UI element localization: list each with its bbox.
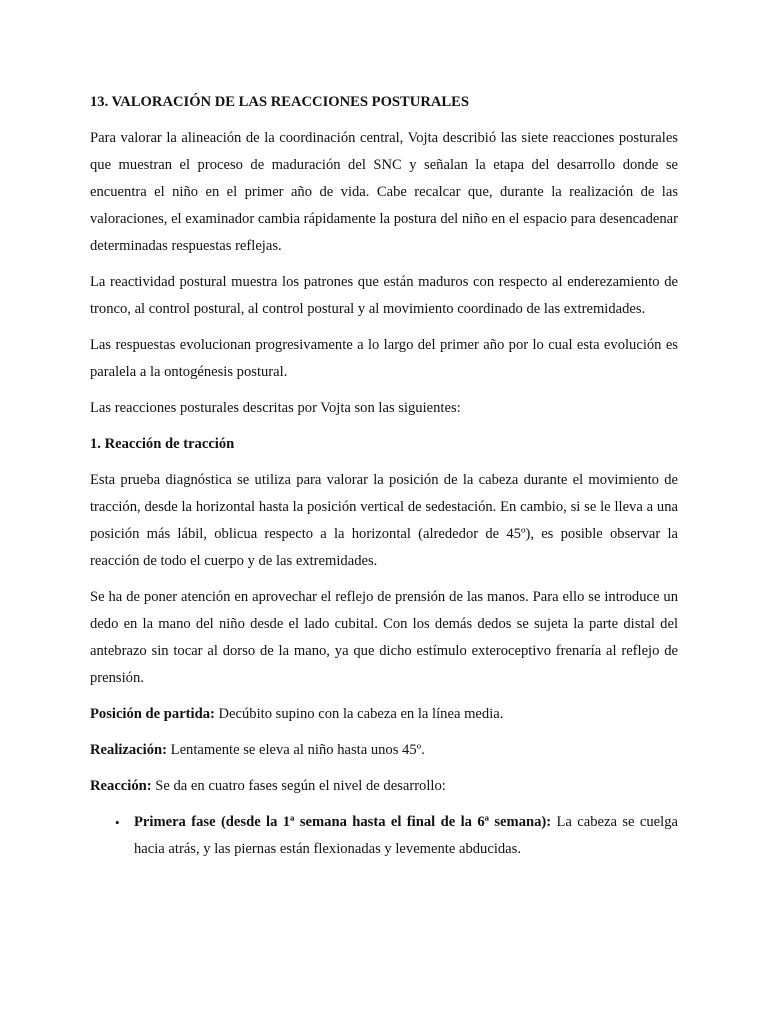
bullet-icon: •	[115, 815, 120, 830]
document-body	[90, 89, 678, 863]
phase-label: Primera fase (desde la 1ª semana hasta el final de la 6ª semana):	[134, 814, 552, 830]
starting-position-text: Decúbito supino con la cabeza en la línea media.	[214, 706, 504, 722]
phase-text: La cabeza se cuelga hacia atrás, y las piernas están flexionadas y levemente abducidas.	[134, 814, 678, 857]
section-title: 13. VALORACIÓN DE LAS REACCIONES POSTURALES	[90, 94, 469, 110]
paragraph-test-description: Esta prueba diagnóstica se utiliza para valorar la posición de la cabeza durante el movimiento de tracción, desde la horizontal hasta la posición vertical de sedestación. En cambio, si se le lleva a una posición más lábil, oblicua respecto a la horizontal (alrededor de 45º), es posible observar la reacción de todo el cuerpo y de las extremidades.	[90, 472, 678, 569]
phase-list	[90, 809, 678, 863]
subsection-title: 1. Reacción de tracción	[90, 436, 235, 452]
starting-position-label: Posición de partida:	[90, 706, 215, 722]
list-item	[90, 809, 678, 863]
paragraph-list-intro: Las reacciones posturales descritas por Vojta son las siguientes:	[90, 400, 461, 416]
execution-text: Lentamente se eleva al niño hasta unos 45º.	[167, 742, 425, 758]
paragraph-reactivity: La reactividad postural muestra los patrones que están maduros con respecto al enderezamiento de tronco, al control postural, al control postural y al movimiento coordinado de las extremidades.	[90, 274, 678, 317]
starting-position	[90, 701, 678, 728]
reaction	[90, 773, 678, 800]
execution-label: Realización:	[90, 742, 168, 758]
paragraph-intro: Para valorar la alineación de la coordinación central, Vojta describió las siete reacciones posturales que muestran el proceso de maduración del SNC y señalan la etapa del desarrollo donde se encuentra el niño en el primer año de vida. Cabe recalcar que, durante la realización de las valoraciones, el examinador cambia rápidamente la postura del niño en el espacio para desencadenar determinadas respuestas reflejas.	[90, 130, 678, 254]
reaction-label: Reacción:	[90, 778, 152, 794]
paragraph-grasp-reflex: Se ha de poner atención en aprovechar el reflejo de prensión de las manos. Para ello se introduce un dedo en la mano del niño desde el lado cubital. Con los demás dedos se sujeta la parte distal del antebrazo sin tocar al dorso de la mano, ya que dicho estímulo exteroceptivo frenaría al reflejo de prensión.	[90, 589, 678, 686]
execution	[90, 737, 678, 764]
reaction-text: Se da en cuatro fases según el nivel de desarrollo:	[151, 778, 446, 794]
paragraph-evolution: Las respuestas evolucionan progresivamente a lo largo del primer año por lo cual esta evolución es paralela a la ontogénesis postural.	[90, 337, 678, 380]
